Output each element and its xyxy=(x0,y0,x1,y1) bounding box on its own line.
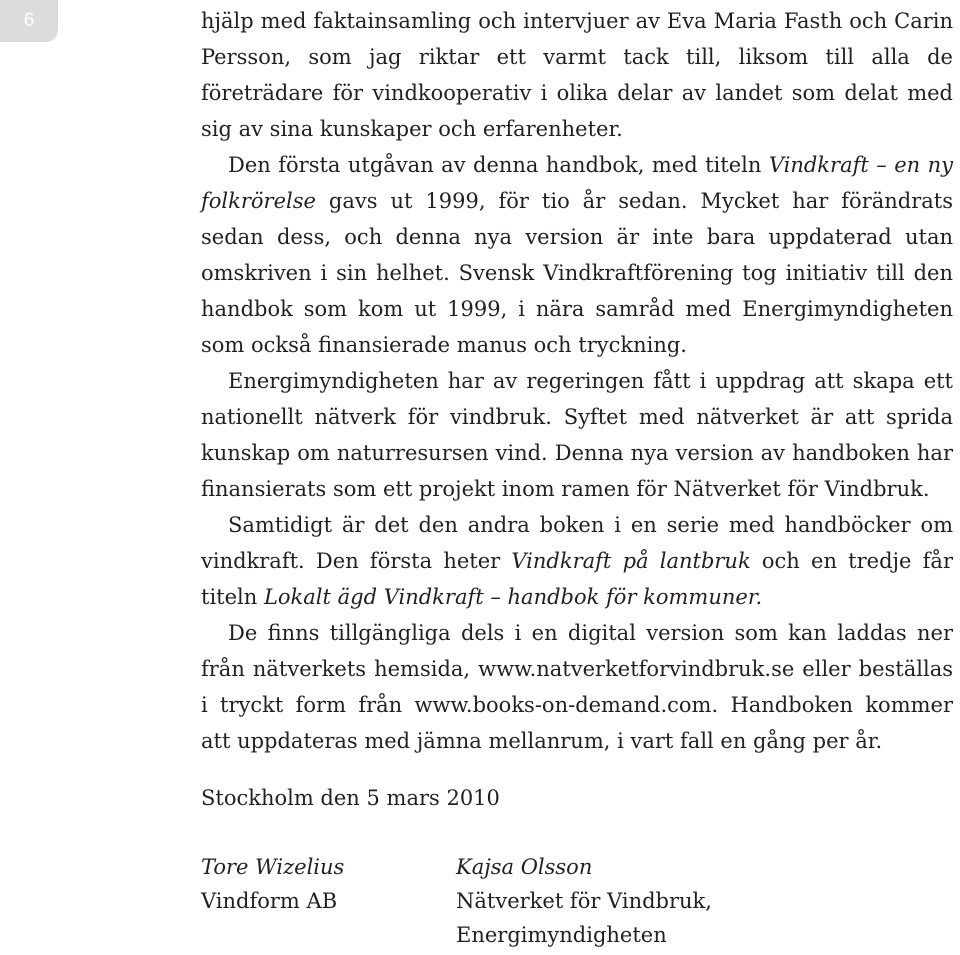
signature-right-name: Kajsa Olsson xyxy=(456,855,593,879)
book-title-vindkraft-pa-lantbruk: Vindkraft på lantbruk xyxy=(511,549,751,573)
paragraph-5 xyxy=(201,615,953,759)
paragraph-4 xyxy=(201,507,953,615)
paragraph-2-text-b: gavs ut 1999, för tio år sedan. Mycket har förändrats sedan dess, och denna nya version är inte bara uppdaterad utan omskriven i sin helhet. Svensk Vindkraftförening tog initiativ till den handbok som kom ut 1999, i nära samråd med Energimyndigheten som också finansierade manus och tryckning. xyxy=(201,189,953,357)
signature-left xyxy=(201,850,344,918)
paragraph-3-text: Energimyndigheten har av regeringen fått i uppdrag att skapa ett nationellt nätverk för vindbruk. Syftet med nätverket är att sprida kunskap om naturresursen vind. Denna nya version av handboken har finansierats som ett projekt inom ramen för Nätverket för Vindbruk. xyxy=(201,369,953,501)
paragraph-2-text-a: Den första utgåvan av denna handbok, med titeln xyxy=(228,153,769,177)
paragraph-4-text-b: och en tredje får titeln xyxy=(201,549,953,609)
signature-right-org-2: Energimyndigheten xyxy=(456,923,667,947)
signature-left-org: Vindform AB xyxy=(201,889,338,913)
page-number: 6 xyxy=(23,10,35,31)
paragraph-2 xyxy=(201,147,953,363)
body-text xyxy=(201,3,953,759)
signature-right-org: Nätverket för Vindbruk, xyxy=(456,889,712,913)
book-title-lokalt-agd-vindkraft: Lokalt ägd Vindkraft – handbok för kommuner. xyxy=(263,585,763,609)
dateline: Stockholm den 5 mars 2010 xyxy=(201,786,500,810)
signature-left-name: Tore Wizelius xyxy=(201,855,345,879)
paragraph-1 xyxy=(201,3,953,147)
signature-right xyxy=(456,850,712,952)
book-title-vindkraft-en-ny-folkrorelse: Vindkraft – en ny folkrörelse xyxy=(201,153,954,213)
paragraph-1-text: hjälp med faktainsamling och intervjuer av Eva Maria Fasth och Carin Persson, som jag riktar ett varmt tack till, liksom till alla de företrädare för vindkooperativ i olika delar av landet som delat med sig av sina kunskaper och erfarenheter. xyxy=(201,9,953,141)
paragraph-4-text-a: Samtidigt är det den andra boken i en serie med handböcker om vindkraft. Den första heter xyxy=(201,513,953,573)
page-number-tab xyxy=(0,0,58,42)
paragraph-3 xyxy=(201,363,953,507)
paragraph-5-text: De finns tillgängliga dels i en digital version som kan laddas ner från nätverkets hemsida, www.natverketforvindbruk.se eller beställas i tryckt form från www.books-on-demand.com. Handboken kommer att uppdateras med jämna mellanrum, i vart fall en gång per år. xyxy=(201,621,953,753)
